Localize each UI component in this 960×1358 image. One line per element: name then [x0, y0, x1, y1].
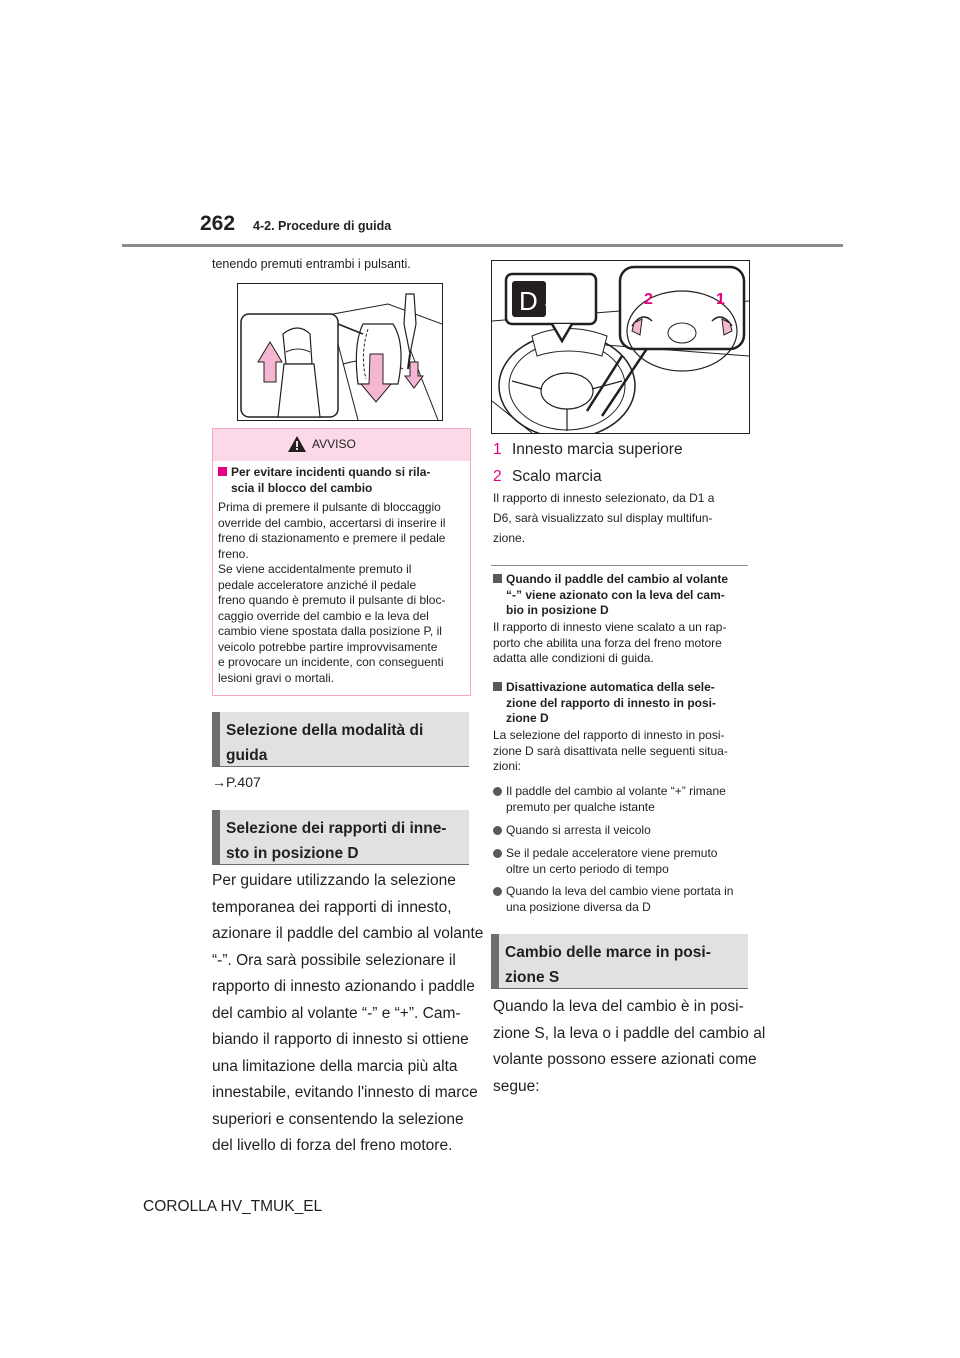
section-title: 4-2. Procedure di guida — [253, 219, 392, 233]
list-item: Quando la leva del cambio viene portata in una posizione diversa da D — [493, 884, 733, 915]
bullet-icon — [493, 787, 502, 796]
legend-item: 1 Innesto marcia superiore — [493, 441, 683, 458]
s-position-paragraph: Quando la leva del cambio è in posi- zione S, la leva o i paddle del cambio al volante possono essere azionati come segue: — [493, 998, 766, 1095]
callout-legend — [493, 437, 683, 490]
pink-square-icon — [218, 467, 227, 476]
page-number: 262 — [200, 212, 236, 235]
shift-lever-illustration — [237, 283, 443, 421]
list-item: Il paddle del cambio al volante “+” rimane premuto per qualche istante — [493, 784, 726, 815]
divider-line — [491, 565, 748, 566]
bullet-icon — [493, 849, 502, 858]
gray-square-icon — [493, 574, 502, 583]
warning-triangle-icon — [287, 435, 307, 458]
callout-number-2: 2 — [644, 291, 653, 308]
warning-title: AVVISO — [312, 437, 356, 451]
intro-text: tenendo premuti entrambi i pulsanti. — [212, 257, 411, 271]
warning-box — [212, 428, 471, 696]
paddle-minus-text: Il rapporto di innesto viene scalato a un rap- porto che abilita una forza del freno motore adatta alle condizioni di guida. — [493, 620, 727, 665]
header-rule — [122, 244, 843, 247]
warning-text: Prima di premere il pulsante di bloccaggio override del cambio, accertarsi di inserire il freno di stazionamento e premere il pedale freno. Se viene accidentalmente premuto il pedale acceleratore anziché il pedale freno quando è premuto il pulsante di bloc- caggio override del cambio e la leva del cambio viene spostata dalla posizione P, il veicolo potrebbe partire improvvisamente e provocare un incidente, con conseguenti lesioni gravi o mortali. — [218, 500, 446, 685]
list-item: Se il pedale acceleratore viene premuto oltre un certo periodo di tempo — [493, 846, 717, 877]
warning-heading: Per evitare incidenti quando si rila- scia il blocco del cambio — [218, 465, 430, 496]
shift-lever-drawing — [238, 284, 442, 420]
gear-display-readout: D 4 — [519, 286, 560, 316]
gray-square-icon — [493, 682, 502, 691]
deactivation-conditions-list — [493, 784, 753, 924]
footer-model: COROLLA HV_TMUK_EL — [143, 1198, 323, 1215]
steering-wheel-paddle-illustration — [491, 260, 750, 434]
auto-deactivation-text: La selezione del rapporto di innesto in posi- zione D sarà disattivata nelle seguenti situa- zioni: — [493, 728, 728, 773]
legend-item: 2 Scalo marcia — [493, 467, 602, 485]
callout-number-1: 1 — [716, 291, 725, 308]
gear-selection-paragraph: Per guidare utilizzando la selezione temporanea dei rapporti di innesto, azionare il paddle del cambio al volante “-”. Ora sarà possibile selezionare il rapporto di innesto azionando i paddle del cambio al volante “-” e “+”. Cam- biando il rapporto di innesto si ottiene una limitazione della marcia più alta innestabile, evitando l'innesto di marce superiori e consentendo la selezione del livello di forza del freno motore. — [212, 872, 484, 1154]
section-heading-s-position: Cambio delle marce in posi- zione S — [491, 934, 748, 988]
warning-header — [213, 429, 470, 461]
bullet-icon — [493, 826, 502, 835]
page-reference-link[interactable]: →P.407 — [212, 774, 261, 790]
list-item: Quando si arresta il veicolo — [493, 823, 651, 839]
gear-display-note: Il rapporto di innesto selezionato, da D1 a D6, sarà visualizzato sul display multifun- zione. — [493, 491, 715, 545]
subheading-paddle-minus: Quando il paddle del cambio al volante “-” viene azionato con la leva del cam- bio in posizione D — [493, 572, 728, 619]
subheading-auto-deactivation: Disattivazione automatica della sele- zione del rapporto di innesto in posi- zione D — [493, 680, 716, 727]
section-heading-gear-selection: Selezione dei rapporti di inne- sto in posizione D — [212, 810, 469, 864]
bullet-icon — [493, 887, 502, 896]
section-heading-driving-mode: Selezione della modalità di guida — [212, 712, 469, 766]
